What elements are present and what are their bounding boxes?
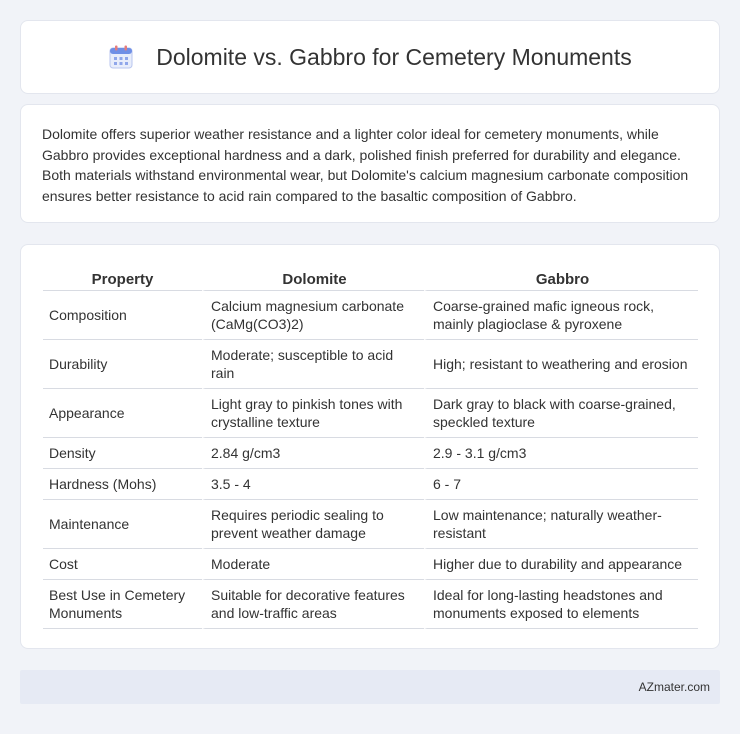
cell-dolomite: Light gray to pinkish tones with crystalline texture — [202, 389, 424, 438]
cell-gabbro: Low maintenance; naturally weather-resistant — [424, 500, 698, 549]
table-row — [43, 549, 698, 580]
table-row — [43, 340, 698, 389]
cell-dolomite: Suitable for decorative features and low-traffic areas — [202, 580, 424, 629]
cell-gabbro: Higher due to durability and appearance — [424, 549, 698, 580]
header-property: Property — [43, 263, 202, 291]
title-card — [20, 20, 720, 94]
table-row — [43, 438, 698, 469]
cell-property: Durability — [43, 340, 202, 389]
header-dolomite: Dolomite — [202, 263, 424, 291]
table-row — [43, 469, 698, 500]
cell-property: Cost — [43, 549, 202, 580]
table-header-row — [43, 263, 698, 291]
summary-text: Dolomite offers superior weather resistance and a lighter color ideal for cemetery monuments, while Gabbro provides exceptional hardness and a dark, polished finish preferred for durability and elegance. Both materials withstand environmental wear, but Dolomite's calcium magnesium carbonate composition ensures better resistance to acid rain compared to the basaltic composition of Gabbro. — [42, 126, 689, 204]
table-row — [43, 389, 698, 438]
cell-property: Appearance — [43, 389, 202, 438]
cell-dolomite: Requires periodic sealing to prevent weather damage — [202, 500, 424, 549]
cell-gabbro: High; resistant to weathering and erosion — [424, 340, 698, 389]
cell-property: Hardness (Mohs) — [43, 469, 202, 500]
footer-site-link[interactable]: AZmater.com — [638, 680, 710, 694]
cell-gabbro: 2.9 - 3.1 g/cm3 — [424, 438, 698, 469]
cell-property: Composition — [43, 291, 202, 340]
cell-gabbro: Coarse-grained mafic igneous rock, mainly plagioclase & pyroxene — [424, 291, 698, 340]
table-row — [43, 291, 698, 340]
cell-dolomite: Calcium magnesium carbonate (CaMg(CO3)2) — [202, 291, 424, 340]
comparison-table-card — [20, 244, 720, 649]
cell-property: Best Use in Cemetery Monuments — [43, 580, 202, 629]
cell-dolomite: Moderate — [202, 549, 424, 580]
cell-gabbro: Ideal for long-lasting headstones and monuments exposed to elements — [424, 580, 698, 629]
page-title: Dolomite vs. Gabbro for Cemetery Monuments — [156, 43, 632, 70]
table-row — [43, 500, 698, 549]
cell-gabbro: 6 - 7 — [424, 469, 698, 500]
cell-dolomite: 3.5 - 4 — [202, 469, 424, 500]
header-gabbro: Gabbro — [424, 263, 698, 291]
cell-gabbro: Dark gray to black with coarse-grained, speckled texture — [424, 389, 698, 438]
footer-bar — [20, 670, 720, 704]
cell-property: Density — [43, 438, 202, 469]
cell-dolomite: Moderate; susceptible to acid rain — [202, 340, 424, 389]
table-row — [43, 580, 698, 629]
cell-dolomite: 2.84 g/cm3 — [202, 438, 424, 469]
calendar-icon — [108, 44, 134, 70]
comparison-table — [43, 263, 698, 629]
summary-card — [20, 104, 720, 223]
cell-property: Maintenance — [43, 500, 202, 549]
